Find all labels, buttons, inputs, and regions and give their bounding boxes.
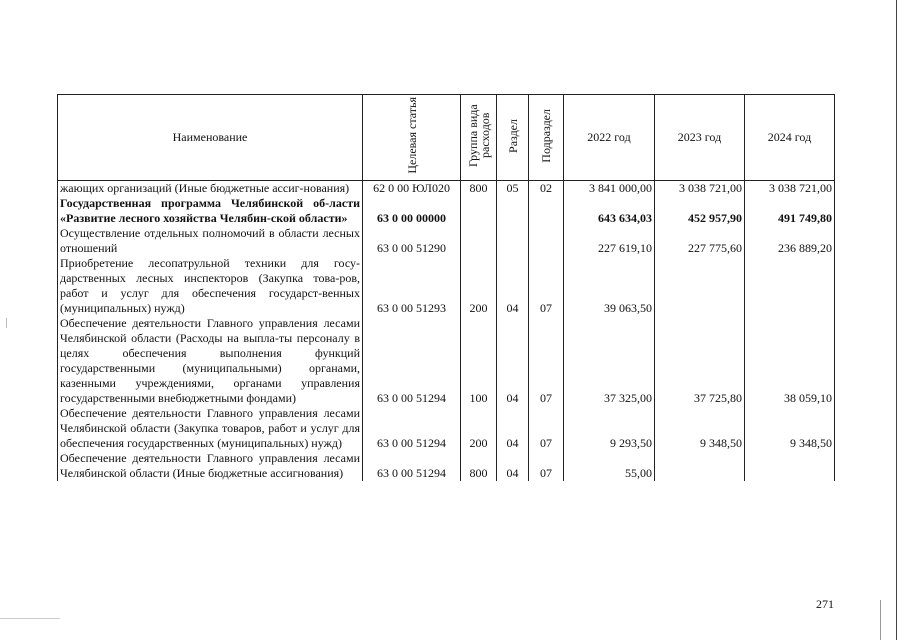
scan-mark bbox=[0, 618, 60, 619]
header-2024: 2024 год bbox=[745, 95, 835, 181]
table-row bbox=[58, 256, 835, 316]
header-group: Группа вида расходов bbox=[461, 95, 497, 181]
table-row bbox=[58, 181, 835, 197]
row-target: 63 0 00 51293 bbox=[363, 256, 461, 316]
row-2022: 3 841 000,00 bbox=[564, 181, 655, 197]
row-subsection: 02 bbox=[529, 181, 564, 197]
row-group: 100 bbox=[461, 316, 497, 406]
row-name: Обеспечение деятельности Главного управления лесами Челябинской области (Расходы на выпла-ты персоналу в целях обеспечения выполнения функций государственными (муниципальными) органами, казенными учреждениями, органами управления государственными внебюджетными фондами) bbox=[58, 316, 363, 406]
row-target: 63 0 00 51290 bbox=[363, 226, 461, 256]
row-2023: 227 775,60 bbox=[655, 226, 745, 256]
row-name: жающих организаций (Иные бюджетные ассиг-нования) bbox=[58, 181, 363, 197]
row-subsection: 07 bbox=[529, 451, 564, 481]
row-2023: 9 348,50 bbox=[655, 406, 745, 451]
row-group: 200 bbox=[461, 256, 497, 316]
row-target: 63 0 00 00000 bbox=[363, 196, 461, 226]
row-section: 04 bbox=[497, 451, 529, 481]
table-row bbox=[58, 196, 835, 226]
row-2024: 3 038 721,00 bbox=[745, 181, 835, 197]
table-row bbox=[58, 316, 835, 406]
row-2024 bbox=[745, 256, 835, 316]
scan-edge-line bbox=[896, 0, 897, 640]
row-subsection: 07 bbox=[529, 406, 564, 451]
row-section bbox=[497, 226, 529, 256]
header-2022: 2022 год bbox=[564, 95, 655, 181]
row-2022: 39 063,50 bbox=[564, 256, 655, 316]
row-2024: 38 059,10 bbox=[745, 316, 835, 406]
budget-table bbox=[57, 94, 835, 481]
row-group: 800 bbox=[461, 181, 497, 197]
row-2023: 452 957,90 bbox=[655, 196, 745, 226]
header-section: Раздел bbox=[497, 95, 529, 181]
row-group bbox=[461, 226, 497, 256]
row-name: Обеспечение деятельности Главного управления лесами Челябинской области (Закупка товаров, работ и услуг для обеспечения государственных (муниципальных) нужд) bbox=[58, 406, 363, 451]
row-subsection bbox=[529, 226, 564, 256]
row-target: 62 0 00 ЮЛ020 bbox=[363, 181, 461, 197]
row-subsection: 07 bbox=[529, 316, 564, 406]
row-2024: 236 889,20 bbox=[745, 226, 835, 256]
row-name: Обеспечение деятельности Главного управления лесами Челябинской области (Иные бюджетные ассигнования) bbox=[58, 451, 363, 481]
row-2024: 9 348,50 bbox=[745, 406, 835, 451]
table-row bbox=[58, 406, 835, 451]
row-name: Государственная программа Челябинской об-ласти «Развитие лесного хозяйства Челябин-ской области» bbox=[58, 196, 363, 226]
header-2023: 2023 год bbox=[655, 95, 745, 181]
row-2023 bbox=[655, 256, 745, 316]
row-subsection bbox=[529, 196, 564, 226]
row-section: 04 bbox=[497, 406, 529, 451]
header-target: Целевая статья bbox=[363, 95, 461, 181]
row-name: Осуществление отдельных полномочий в области лесных отношений bbox=[58, 226, 363, 256]
table-row bbox=[58, 226, 835, 256]
row-group: 800 bbox=[461, 451, 497, 481]
header-name: Наименование bbox=[58, 95, 363, 181]
row-2022: 37 325,00 bbox=[564, 316, 655, 406]
table-header-row bbox=[58, 95, 835, 181]
row-group: 200 bbox=[461, 406, 497, 451]
table-row bbox=[58, 451, 835, 481]
row-section: 04 bbox=[497, 316, 529, 406]
row-2022: 643 634,03 bbox=[564, 196, 655, 226]
row-2024: 491 749,80 bbox=[745, 196, 835, 226]
row-group bbox=[461, 196, 497, 226]
row-2023 bbox=[655, 451, 745, 481]
row-2023: 3 038 721,00 bbox=[655, 181, 745, 197]
row-section bbox=[497, 196, 529, 226]
row-2022: 227 619,10 bbox=[564, 226, 655, 256]
row-target: 63 0 00 51294 bbox=[363, 451, 461, 481]
row-2022: 9 293,50 bbox=[564, 406, 655, 451]
row-target: 63 0 00 51294 bbox=[363, 406, 461, 451]
row-2024 bbox=[745, 451, 835, 481]
header-subsection: Подраздел bbox=[529, 95, 564, 181]
row-2023: 37 725,80 bbox=[655, 316, 745, 406]
row-target: 63 0 00 51294 bbox=[363, 316, 461, 406]
row-section: 04 bbox=[497, 256, 529, 316]
scan-mark bbox=[880, 600, 881, 640]
scan-mark bbox=[6, 318, 7, 328]
row-section: 05 bbox=[497, 181, 529, 197]
page-number: 271 bbox=[816, 597, 834, 611]
row-2022: 55,00 bbox=[564, 451, 655, 481]
row-subsection: 07 bbox=[529, 256, 564, 316]
row-name: Приобретение лесопатрульной техники для госу-дарственных лесных инспекторов (Закупка това-ров, работ и услуг для обеспечения государст-венных (муниципальных) нужд) bbox=[58, 256, 363, 316]
